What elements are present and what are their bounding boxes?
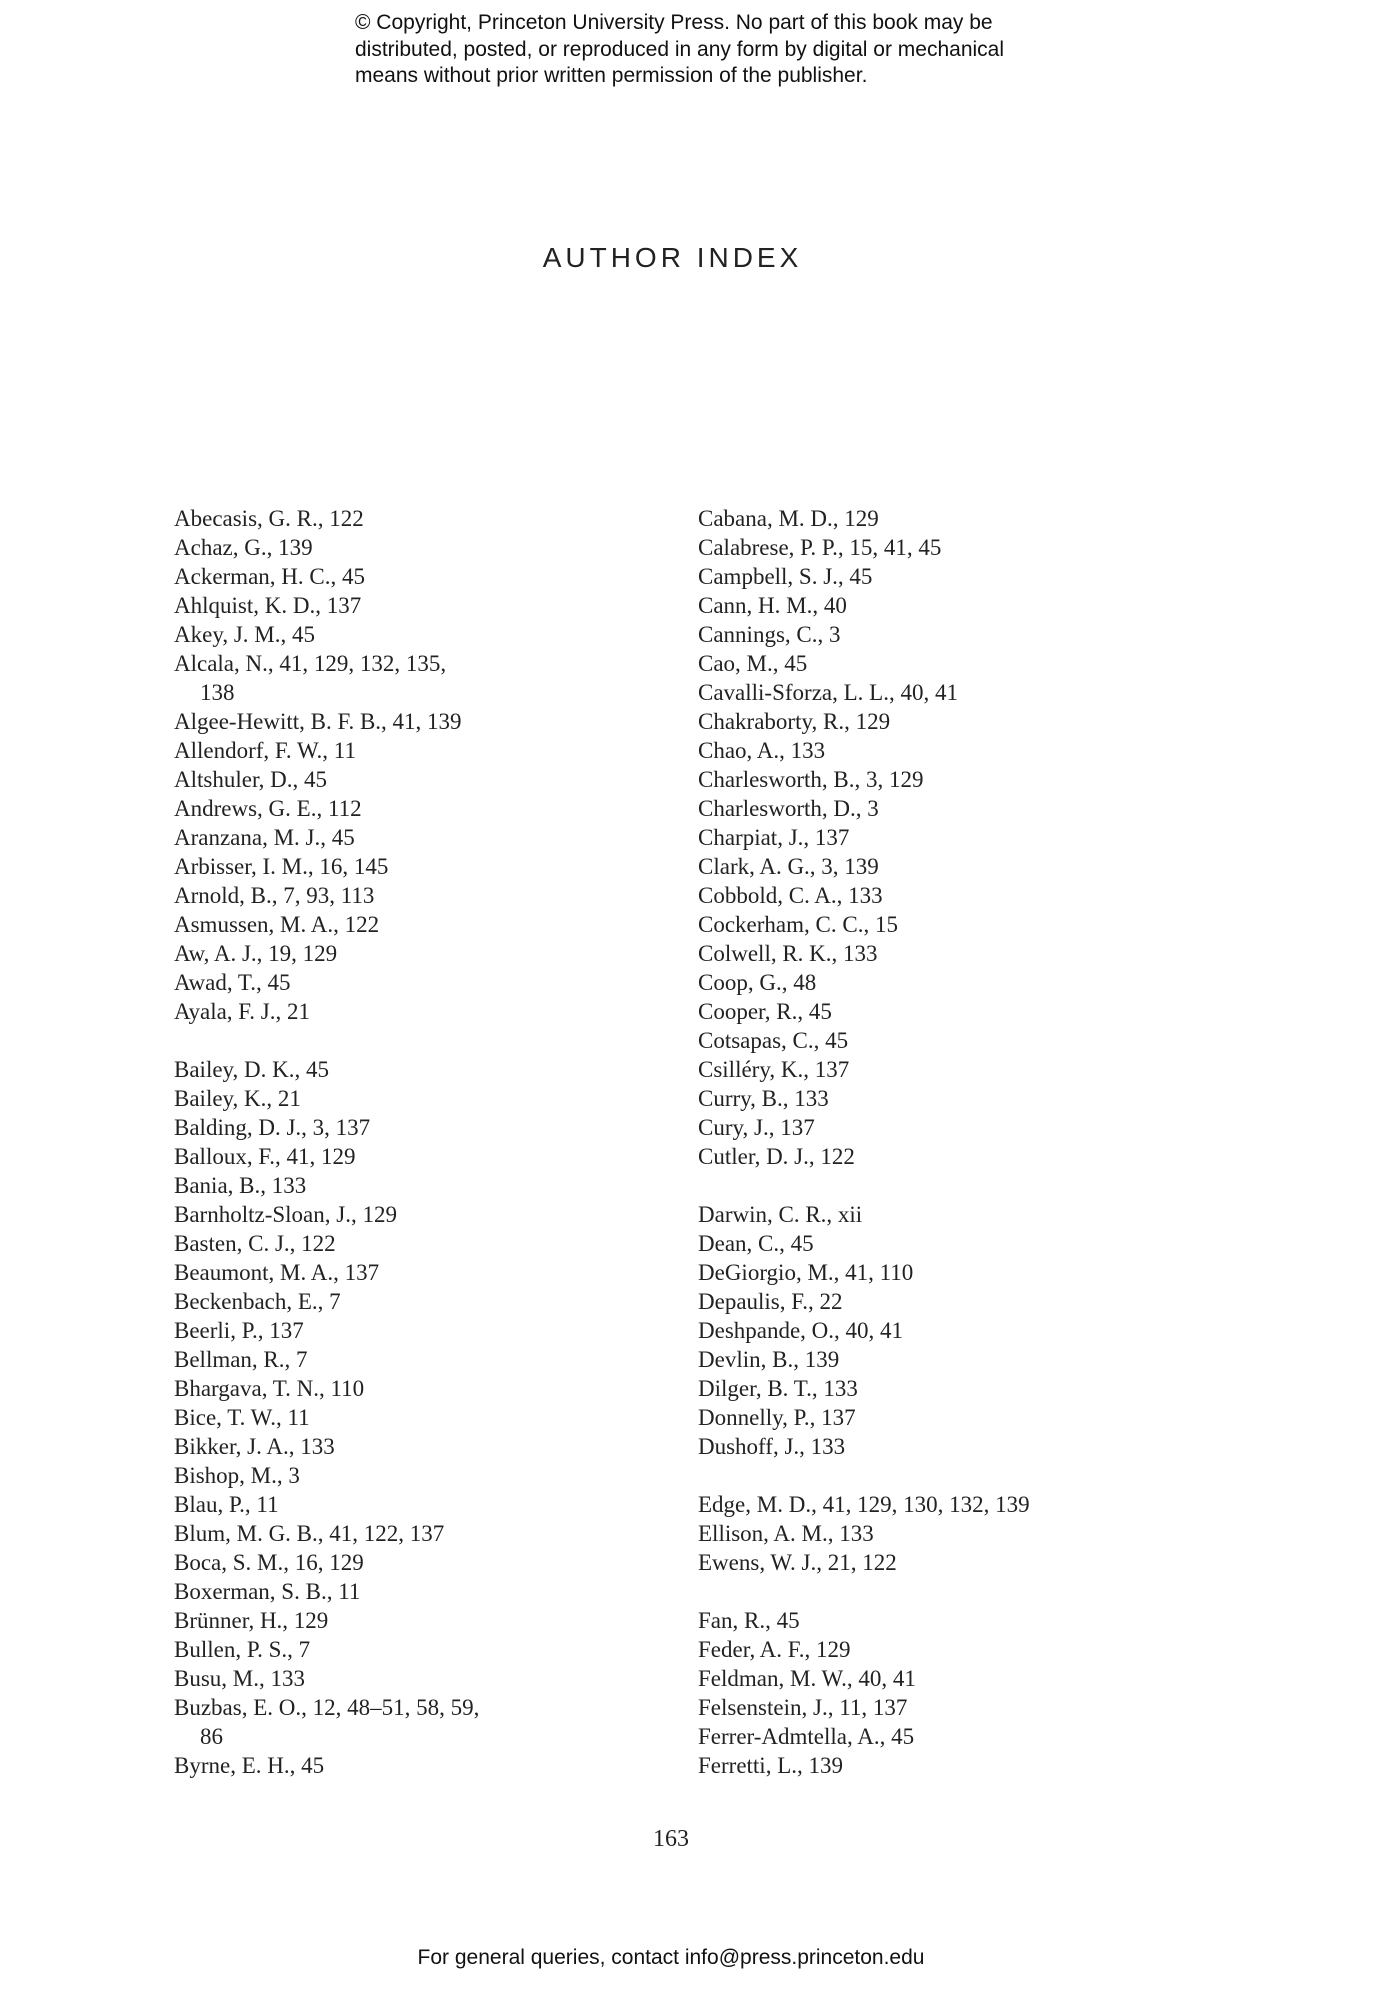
index-entry: Cavalli-Sforza, L. L., 40, 41 (698, 680, 958, 705)
index-entry: Asmussen, M. A., 122 (174, 912, 380, 937)
page-title: AUTHOR INDEX (542, 242, 803, 273)
index-entry: Arbisser, I. M., 16, 145 (174, 854, 389, 879)
index-entry: Boca, S. M., 16, 129 (174, 1550, 364, 1575)
index-entry: Beaumont, M. A., 137 (174, 1260, 380, 1285)
index-entry: Coop, G., 48 (698, 970, 817, 995)
index-entry: Bishop, M., 3 (174, 1463, 300, 1488)
index-entry: Deshpande, O., 40, 41 (698, 1318, 904, 1343)
letter-group-spacer (698, 1171, 1218, 1200)
page-number: 163 (653, 1826, 689, 1852)
index-entry: Bullen, P. S., 7 (174, 1637, 311, 1662)
index-entry: Busu, M., 133 (174, 1666, 305, 1691)
index-entry: Balloux, F., 41, 129 (174, 1144, 356, 1169)
index-column-right (698, 504, 1218, 1780)
index-entry: Ewens, W. J., 21, 122 (698, 1550, 897, 1575)
letter-group-spacer (698, 1577, 1218, 1606)
index-entry: Allendorf, F. W., 11 (174, 738, 356, 763)
index-entry: Ellison, A. M., 133 (698, 1521, 874, 1546)
index-entry: Aw, A. J., 19, 129 (174, 941, 338, 966)
index-entry: Edge, M. D., 41, 129, 130, 132, 139 (698, 1492, 1030, 1517)
index-entry: Calabrese, P. P., 15, 41, 45 (698, 535, 942, 560)
index-entry: Charlesworth, D., 3 (698, 796, 879, 821)
index-entry: Cooper, R., 45 (698, 999, 832, 1024)
index-entry: Aranzana, M. J., 45 (174, 825, 355, 850)
index-entry: Ayala, F. J., 21 (174, 999, 310, 1024)
index-entry: Bhargava, T. N., 110 (174, 1376, 365, 1401)
index-entry: Balding, D. J., 3, 137 (174, 1115, 371, 1140)
index-entry: Beckenbach, E., 7 (174, 1289, 341, 1314)
index-entry: Cabana, M. D., 129 (698, 506, 879, 531)
index-entry: Chao, A., 133 (698, 738, 826, 763)
index-entry-continuation: 138 (200, 680, 235, 705)
index-entry: Achaz, G., 139 (174, 535, 313, 560)
index-entry: Chakraborty, R., 129 (698, 709, 891, 734)
index-entry: Cotsapas, C., 45 (698, 1028, 849, 1053)
index-entry: Arnold, B., 7, 93, 113 (174, 883, 375, 908)
index-entry: Feder, A. F., 129 (698, 1637, 851, 1662)
letter-group-spacer (698, 1461, 1218, 1490)
index-entry: Cutler, D. J., 122 (698, 1144, 855, 1169)
copyright-line: © Copyright, Princeton University Press. No part of this book may be (355, 11, 993, 34)
index-entry: Darwin, C. R., xii (698, 1202, 863, 1227)
index-entry: Campbell, S. J., 45 (698, 564, 873, 589)
index-entry: Akey, J. M., 45 (174, 622, 315, 647)
index-entry: Awad, T., 45 (174, 970, 291, 995)
index-entry: Andrews, G. E., 112 (174, 796, 362, 821)
index-entry: Bailey, D. K., 45 (174, 1057, 330, 1082)
index-entry: Depaulis, F., 22 (698, 1289, 843, 1314)
index-entry: Dean, C., 45 (698, 1231, 814, 1256)
index-entry: Barnholtz-Sloan, J., 129 (174, 1202, 397, 1227)
index-entry: Ahlquist, K. D., 137 (174, 593, 362, 618)
index-entry: Algee-Hewitt, B. F. B., 41, 139 (174, 709, 462, 734)
index-entry: Donnelly, P., 137 (698, 1405, 856, 1430)
copyright-notice (355, 10, 1115, 90)
index-entry: Altshuler, D., 45 (174, 767, 328, 792)
index-entry: Bice, T. W., 11 (174, 1405, 310, 1430)
index-entry: Bania, B., 133 (174, 1173, 307, 1198)
index-entry: Fan, R., 45 (698, 1608, 800, 1633)
index-entry: Cann, H. M., 40 (698, 593, 847, 618)
index-entry: Curry, B., 133 (698, 1086, 829, 1111)
index-entry: Charlesworth, B., 3, 129 (698, 767, 924, 792)
index-entry: Clark, A. G., 3, 139 (698, 854, 879, 879)
index-entry: Boxerman, S. B., 11 (174, 1579, 361, 1604)
index-entry: Colwell, R. K., 133 (698, 941, 878, 966)
index-entry: Abecasis, G. R., 122 (174, 506, 364, 531)
index-entry: Byrne, E. H., 45 (174, 1753, 325, 1778)
index-entry: Charpiat, J., 137 (698, 825, 850, 850)
index-entry: Cao, M., 45 (698, 651, 808, 676)
index-entry: Cobbold, C. A., 133 (698, 883, 883, 908)
index-column-left (174, 504, 694, 1780)
letter-group-spacer (174, 1026, 694, 1055)
index-entry: Felsenstein, J., 11, 137 (698, 1695, 908, 1720)
index-entry: Bellman, R., 7 (174, 1347, 308, 1372)
index-entry: Buzbas, E. O., 12, 48–51, 58, 59, (174, 1695, 480, 1720)
index-entry: Csilléry, K., 137 (698, 1057, 850, 1082)
index-entry: Brünner, H., 129 (174, 1608, 329, 1633)
index-entry: Dushoff, J., 133 (698, 1434, 846, 1459)
index-entry: Dilger, B. T., 133 (698, 1376, 858, 1401)
index-entry: Ferrer-Admtella, A., 45 (698, 1724, 915, 1749)
copyright-line: distributed, posted, or reproduced in any form by digital or mechanical (355, 37, 1005, 61)
index-entry: Basten, C. J., 122 (174, 1231, 336, 1256)
index-entry: Devlin, B., 139 (698, 1347, 840, 1372)
index-entry: Beerli, P., 137 (174, 1318, 304, 1343)
index-entry: Cockerham, C. C., 15 (698, 912, 898, 937)
index-entry-continuation: 86 (200, 1724, 223, 1749)
index-entry: Cannings, C., 3 (698, 622, 841, 647)
index-entry: Feldman, M. W., 40, 41 (698, 1666, 916, 1691)
copyright-line: means without prior written permission of the publisher. (355, 64, 868, 87)
index-entry: Bailey, K., 21 (174, 1086, 301, 1111)
index-entry: Ferretti, L., 139 (698, 1753, 843, 1778)
index-entry: Alcala, N., 41, 129, 132, 135, (174, 651, 447, 676)
index-entry: Blum, M. G. B., 41, 122, 137 (174, 1521, 445, 1546)
index-entry: Bikker, J. A., 133 (174, 1434, 335, 1459)
footer-contact: For general queries, contact info@press.princeton.edu (417, 1946, 925, 1969)
index-entry: Blau, P., 11 (174, 1492, 279, 1517)
index-entry: Ackerman, H. C., 45 (174, 564, 365, 589)
index-entry: Cury, J., 137 (698, 1115, 815, 1140)
index-entry: DeGiorgio, M., 41, 110 (698, 1260, 914, 1285)
